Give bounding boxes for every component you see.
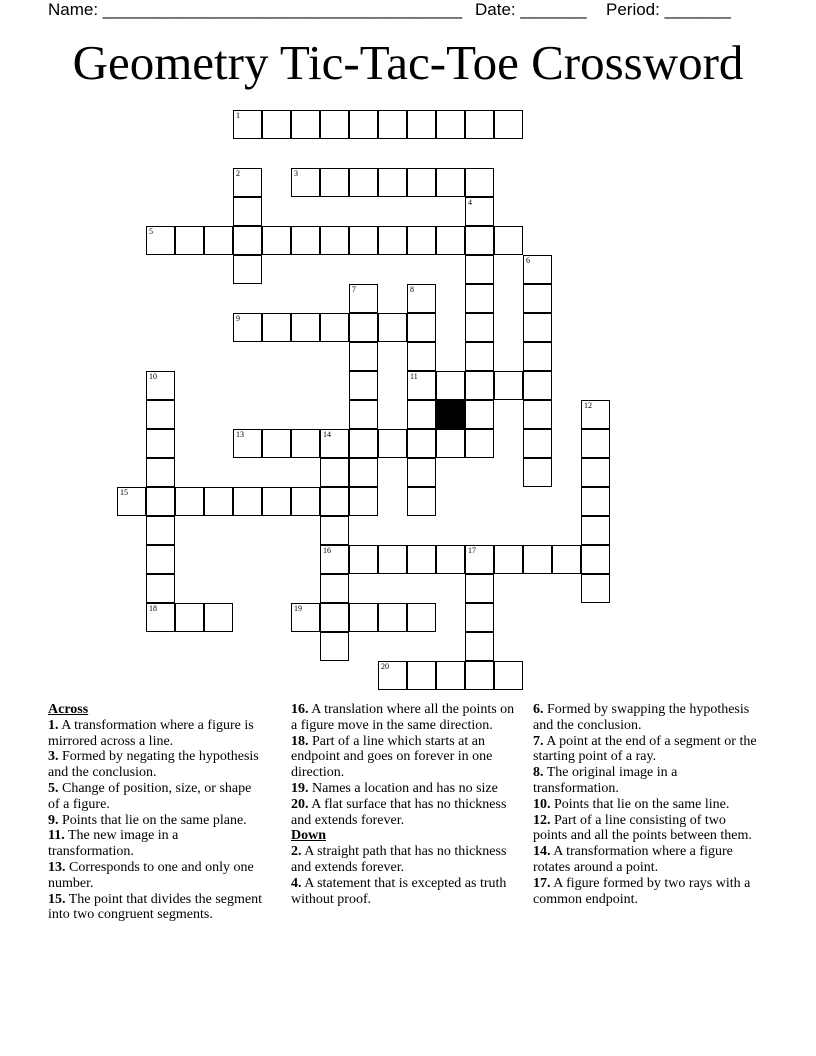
grid-cell[interactable] <box>146 516 175 545</box>
grid-cell[interactable] <box>320 226 349 255</box>
grid-cell[interactable] <box>291 226 320 255</box>
grid-cell[interactable] <box>349 371 378 400</box>
clue-item <box>48 860 263 892</box>
grid-cell[interactable] <box>494 661 523 690</box>
grid-cell[interactable] <box>146 371 175 400</box>
clue-item <box>291 734 516 781</box>
clue-item <box>48 781 263 813</box>
grid-cell[interactable] <box>465 110 494 139</box>
clue-item <box>291 702 516 734</box>
grid-cell[interactable] <box>378 603 407 632</box>
clue-number: 11 <box>410 372 418 381</box>
grid-cell[interactable] <box>175 603 204 632</box>
grid-cell[interactable] <box>349 545 378 574</box>
grid-cell[interactable] <box>581 545 610 574</box>
grid-cell[interactable] <box>320 458 349 487</box>
grid-cell[interactable] <box>146 603 175 632</box>
grid-cell[interactable] <box>349 603 378 632</box>
grid-cell[interactable] <box>436 226 465 255</box>
grid-cell[interactable] <box>349 342 378 371</box>
grid-cell[interactable] <box>465 226 494 255</box>
grid-cell[interactable] <box>436 371 465 400</box>
grid-cell[interactable] <box>581 516 610 545</box>
grid-cell[interactable] <box>320 168 349 197</box>
across-heading: Across <box>48 702 89 717</box>
grid-cell[interactable] <box>204 603 233 632</box>
grid-cell[interactable] <box>349 313 378 342</box>
page-title: Geometry Tic-Tac-Toe Crossword <box>72 35 744 90</box>
grid-cell[interactable] <box>146 226 175 255</box>
grid-cell[interactable] <box>146 429 175 458</box>
down-heading: Down <box>291 828 327 844</box>
clue-text: A figure formed by two rays with a common endpoint. <box>533 875 751 907</box>
grid-cell[interactable] <box>436 168 465 197</box>
clue-text: A transformation where a figure is mirrored across a line. <box>48 717 254 749</box>
clue-item <box>48 892 263 924</box>
grid-cell[interactable] <box>407 313 436 342</box>
clue-number-label: 14. <box>533 844 551 860</box>
clue-text: Names a location and has no size <box>308 780 498 796</box>
clue-number-label: 11. <box>48 828 65 844</box>
grid-cell[interactable] <box>233 110 262 139</box>
clue-number: 7 <box>352 285 356 294</box>
grid-cell[interactable] <box>378 429 407 458</box>
grid-cell[interactable] <box>581 458 610 487</box>
grid-cell[interactable] <box>291 168 320 197</box>
grid-cell[interactable] <box>465 545 494 574</box>
grid-cell[interactable] <box>436 661 465 690</box>
clue-number: 16 <box>323 546 331 555</box>
grid-cell[interactable] <box>407 661 436 690</box>
clue-number: 4 <box>468 198 472 207</box>
clue-number-label: 6. <box>533 702 544 717</box>
clue-text: Points that lie on the same plane. <box>58 812 247 828</box>
clue-number: 15 <box>120 488 128 497</box>
clue-text: Corresponds to one and only one number. <box>48 859 254 891</box>
clue-item <box>533 797 758 813</box>
name-field: Name: ______________________________________ <box>48 0 463 19</box>
grid-cell[interactable] <box>407 342 436 371</box>
clue-number-label: 7. <box>533 733 544 749</box>
clue-item <box>48 828 263 860</box>
grid-cell[interactable] <box>146 400 175 429</box>
grid-cell[interactable] <box>523 458 552 487</box>
grid-cell[interactable] <box>581 574 610 603</box>
grid-cell[interactable] <box>320 429 349 458</box>
grid-cell[interactable] <box>523 371 552 400</box>
clue-item <box>533 844 758 876</box>
grid-cell[interactable] <box>233 255 262 284</box>
grid-cell[interactable] <box>378 661 407 690</box>
clue-text: A point at the end of a segment or the starting point of a ray. <box>533 733 757 765</box>
clue-number: 17 <box>468 546 476 555</box>
grid-cell[interactable] <box>465 342 494 371</box>
clue-number: 10 <box>149 372 157 381</box>
grid-cell[interactable] <box>581 487 610 516</box>
clue-number: 19 <box>294 604 302 613</box>
clue-number-label: 3. <box>48 749 59 765</box>
grid-cell[interactable] <box>407 168 436 197</box>
grid-cell[interactable] <box>465 603 494 632</box>
grid-cell[interactable] <box>407 458 436 487</box>
clue-column-3 <box>533 702 758 907</box>
grid-cell[interactable] <box>407 226 436 255</box>
grid-cell[interactable] <box>349 487 378 516</box>
blocked-cell <box>436 400 465 429</box>
clue-item <box>291 844 516 876</box>
grid-cell[interactable] <box>291 313 320 342</box>
grid-cell[interactable] <box>407 545 436 574</box>
grid-cell[interactable] <box>523 313 552 342</box>
clue-number: 12 <box>584 401 592 410</box>
grid-cell[interactable] <box>233 168 262 197</box>
grid-cell[interactable] <box>465 255 494 284</box>
grid-cell[interactable] <box>262 226 291 255</box>
grid-cell[interactable] <box>436 545 465 574</box>
clue-number-label: 15. <box>48 891 66 907</box>
clue-item <box>291 781 516 797</box>
clue-number-label: 12. <box>533 812 551 828</box>
clue-text: A flat surface that has no thickness and extends forever. <box>291 796 507 828</box>
grid-cell[interactable] <box>291 429 320 458</box>
grid-cell[interactable] <box>581 400 610 429</box>
grid-cell[interactable] <box>378 110 407 139</box>
grid-cell[interactable] <box>378 545 407 574</box>
grid-cell[interactable] <box>320 487 349 516</box>
clue-text: Formed by negating the hypothesis and the conclusion. <box>48 749 259 781</box>
grid-cell[interactable] <box>407 110 436 139</box>
grid-cell[interactable] <box>407 429 436 458</box>
clue-number-label: 5. <box>48 780 59 796</box>
clue-number: 13 <box>236 430 244 439</box>
clue-number: 18 <box>149 604 157 613</box>
clue-number-label: 17. <box>533 875 551 891</box>
clue-number: 6 <box>526 256 530 265</box>
grid-cell[interactable] <box>407 603 436 632</box>
grid-cell[interactable] <box>465 313 494 342</box>
clue-number-label: 16. <box>291 702 309 717</box>
clue-number-label: 1. <box>48 717 59 733</box>
grid-cell[interactable] <box>465 284 494 313</box>
clue-number-label: 4. <box>291 875 302 891</box>
clue-number: 3 <box>294 169 298 178</box>
grid-cell[interactable] <box>146 545 175 574</box>
grid-cell[interactable] <box>465 574 494 603</box>
clue-number-label: 8. <box>533 765 544 781</box>
grid-cell[interactable] <box>378 168 407 197</box>
grid-cell[interactable] <box>291 110 320 139</box>
clue-item <box>291 876 516 908</box>
clue-text: A transformation where a figure rotates around a point. <box>533 844 733 875</box>
clue-number: 14 <box>323 430 331 439</box>
grid-cell[interactable] <box>407 284 436 313</box>
grid-cell[interactable] <box>320 574 349 603</box>
grid-cell[interactable] <box>436 429 465 458</box>
clue-text: Change of position, size, or shape of a figure. <box>48 780 252 812</box>
clue-item <box>48 718 263 750</box>
grid-cell[interactable] <box>407 487 436 516</box>
grid-cell[interactable] <box>262 110 291 139</box>
grid-cell[interactable] <box>494 371 523 400</box>
clue-number-label: 20. <box>291 796 309 812</box>
clue-column-1 <box>48 702 263 923</box>
clue-number-label: 19. <box>291 780 309 796</box>
grid-cell[interactable] <box>291 487 320 516</box>
grid-cell[interactable] <box>204 487 233 516</box>
clue-number: 5 <box>149 227 153 236</box>
clue-number: 1 <box>236 111 240 120</box>
clue-item <box>533 702 758 734</box>
grid-cell[interactable] <box>349 429 378 458</box>
clue-text: The original image in a transformation. <box>533 765 678 796</box>
clue-text: A straight path that has no thickness and extends forever. <box>291 844 507 875</box>
grid-cell[interactable] <box>349 458 378 487</box>
grid-cell[interactable] <box>465 197 494 226</box>
clue-item <box>291 797 516 829</box>
grid-cell[interactable] <box>407 400 436 429</box>
clue-text: Part of a line which starts at an endpoint and goes on forever in one direction. <box>291 733 493 781</box>
grid-cell[interactable] <box>262 429 291 458</box>
clue-column-2 <box>291 702 516 907</box>
grid-cell[interactable] <box>523 400 552 429</box>
grid-cell[interactable] <box>291 603 320 632</box>
grid-cell[interactable] <box>233 313 262 342</box>
grid-cell[interactable] <box>349 284 378 313</box>
grid-cell[interactable] <box>262 313 291 342</box>
grid-cell[interactable] <box>146 458 175 487</box>
grid-cell[interactable] <box>117 487 146 516</box>
grid-cell[interactable] <box>262 487 291 516</box>
grid-cell[interactable] <box>349 168 378 197</box>
grid-cell[interactable] <box>465 168 494 197</box>
grid-cell[interactable] <box>523 429 552 458</box>
grid-cell[interactable] <box>349 400 378 429</box>
clue-text: Formed by swapping the hypothesis and the conclusion. <box>533 702 750 733</box>
grid-cell[interactable] <box>552 545 581 574</box>
grid-cell[interactable] <box>465 400 494 429</box>
grid-cell[interactable] <box>494 110 523 139</box>
grid-cell[interactable] <box>175 226 204 255</box>
grid-cell[interactable] <box>465 371 494 400</box>
grid-cell[interactable] <box>523 545 552 574</box>
grid-cell[interactable] <box>523 284 552 313</box>
grid-cell[interactable] <box>523 342 552 371</box>
grid-cell[interactable] <box>349 110 378 139</box>
grid-cell[interactable] <box>233 226 262 255</box>
clue-text: Points that lie on the same line. <box>550 796 730 812</box>
grid-cell[interactable] <box>349 226 378 255</box>
grid-cell[interactable] <box>233 429 262 458</box>
grid-cell[interactable] <box>494 545 523 574</box>
clue-number-label: 18. <box>291 733 309 749</box>
period-field: Period: _______ <box>606 0 731 19</box>
grid-cell[interactable] <box>378 313 407 342</box>
clue-number: 2 <box>236 169 240 178</box>
clue-item <box>533 813 758 845</box>
grid-cell[interactable] <box>465 661 494 690</box>
grid-cell[interactable] <box>233 487 262 516</box>
grid-cell[interactable] <box>523 255 552 284</box>
grid-cell[interactable] <box>233 197 262 226</box>
clue-item <box>533 765 758 797</box>
grid-cell[interactable] <box>204 226 233 255</box>
grid-cell[interactable] <box>320 632 349 661</box>
clue-number: 20 <box>381 662 389 671</box>
clue-text: The point that divides the segment into two congruent segments. <box>48 891 262 923</box>
clue-item <box>533 734 758 766</box>
clue-number-label: 13. <box>48 859 66 875</box>
grid-cell[interactable] <box>175 487 204 516</box>
clue-number-label: 10. <box>533 796 551 812</box>
grid-cell[interactable] <box>146 574 175 603</box>
grid-cell[interactable] <box>320 313 349 342</box>
clue-item <box>48 813 263 829</box>
clue-item <box>48 749 263 781</box>
grid-cell[interactable] <box>320 603 349 632</box>
grid-cell[interactable] <box>378 226 407 255</box>
clue-number: 8 <box>410 285 414 294</box>
clue-item <box>533 876 758 908</box>
grid-cell[interactable] <box>465 429 494 458</box>
grid-cell[interactable] <box>465 632 494 661</box>
clue-text: A translation where all the points on a figure move in the same direction. <box>291 702 515 733</box>
grid-cell[interactable] <box>494 226 523 255</box>
clue-number-label: 9. <box>48 812 59 828</box>
grid-cell[interactable] <box>407 371 436 400</box>
grid-cell[interactable] <box>146 487 175 516</box>
grid-cell[interactable] <box>320 516 349 545</box>
clue-text: A statement that is excepted as truth without proof. <box>291 875 507 907</box>
clue-number: 9 <box>236 314 240 323</box>
date-field: Date: _______ <box>475 0 587 19</box>
grid-cell[interactable] <box>436 110 465 139</box>
grid-cell[interactable] <box>320 545 349 574</box>
clue-text: The new image in a transformation. <box>48 828 179 860</box>
clue-number-label: 2. <box>291 844 302 860</box>
grid-cell[interactable] <box>320 110 349 139</box>
grid-cell[interactable] <box>581 429 610 458</box>
clue-text: Part of a line consisting of two points and all the points between them. <box>533 812 752 844</box>
